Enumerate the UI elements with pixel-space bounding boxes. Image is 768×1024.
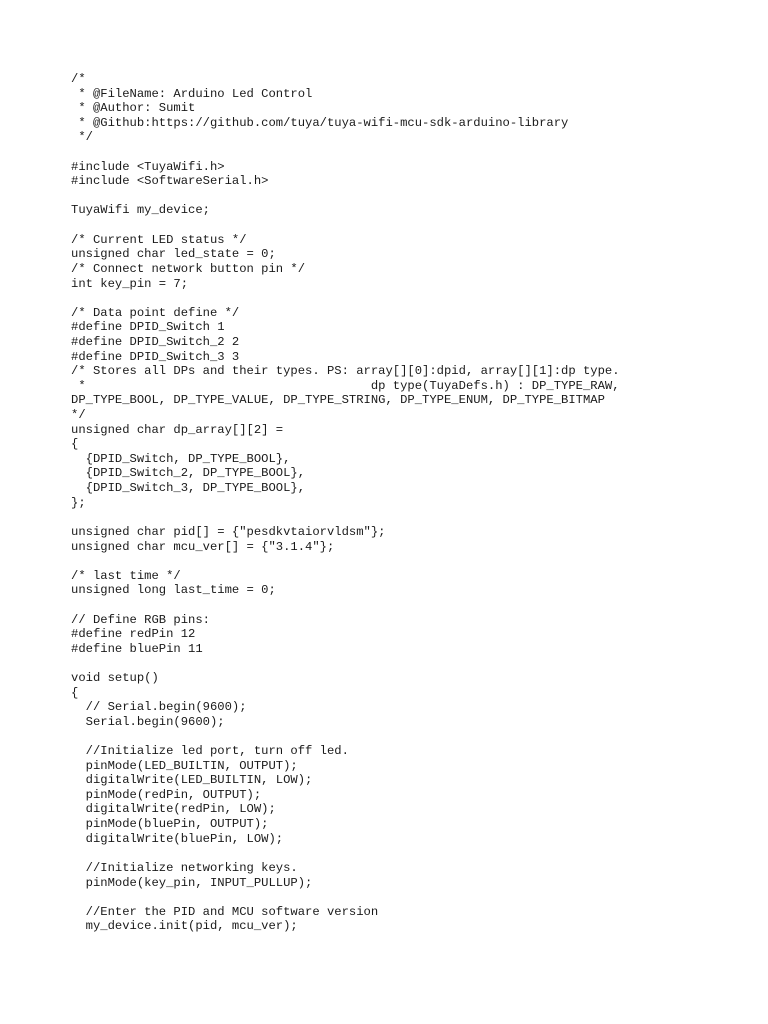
code-line: DP_TYPE_BOOL, DP_TYPE_VALUE, DP_TYPE_STRING, DP_TYPE_ENUM, DP_TYPE_BITMAP [71, 393, 605, 408]
code-line: #define bluePin 11 [71, 641, 203, 656]
code-line: TuyaWifi my_device; [71, 203, 210, 218]
code-line: pinMode(LED_BUILTIN, OUTPUT); [71, 758, 298, 773]
code-line [71, 291, 620, 306]
code-line: { [71, 437, 79, 452]
code-line: unsigned long last_time = 0; [71, 583, 276, 598]
code-line: /* Data point define */ [71, 305, 240, 320]
code-line [71, 145, 620, 160]
code-line: void setup() [71, 670, 159, 685]
code-line: {DPID_Switch, DP_TYPE_BOOL}, [71, 451, 291, 466]
code-line: unsigned char pid[] = {"pesdkvtaiorvldsm"}; [71, 524, 386, 539]
code-line: unsigned char dp_array[][2] = [71, 422, 284, 437]
code-line: */ [71, 130, 93, 145]
code-line [71, 598, 620, 613]
code-line: * @Github:https://github.com/tuya/tuya-wifi-mcu-sdk-arduino-library [71, 115, 569, 130]
code-line: * @FileName: Arduino Led Control [71, 86, 313, 101]
code-line: unsigned char led_state = 0; [71, 247, 276, 262]
code-line: {DPID_Switch_2, DP_TYPE_BOOL}, [71, 466, 306, 481]
code-line: */ [71, 408, 86, 423]
code-line [71, 846, 620, 861]
code-line: //Initialize led port, turn off led. [71, 744, 349, 759]
code-line: // Serial.begin(9600); [71, 700, 247, 715]
code-line: #define DPID_Switch_3 3 [71, 349, 240, 364]
code-line: digitalWrite(LED_BUILTIN, LOW); [71, 773, 313, 788]
code-line: // Define RGB pins: [71, 612, 210, 627]
code-line [71, 554, 620, 569]
code-line: pinMode(key_pin, INPUT_PULLUP); [71, 875, 313, 890]
code-line: /* Connect network button pin */ [71, 261, 306, 276]
code-line: { [71, 685, 79, 700]
code-line: #include <SoftwareSerial.h> [71, 174, 269, 189]
code-line: pinMode(redPin, OUTPUT); [71, 787, 262, 802]
code-line: {DPID_Switch_3, DP_TYPE_BOOL}, [71, 481, 306, 496]
code-line: Serial.begin(9600); [71, 714, 225, 729]
code-line: #include <TuyaWifi.h> [71, 159, 225, 174]
code-line: * dp type(TuyaDefs.h) : DP_TYPE_RAW, [71, 378, 620, 393]
code-line: //Initialize networking keys. [71, 860, 298, 875]
code-line: /* last time */ [71, 568, 181, 583]
code-line [71, 189, 620, 204]
code-line: digitalWrite(redPin, LOW); [71, 802, 276, 817]
code-line: #define redPin 12 [71, 627, 196, 642]
code-line: my_device.init(pid, mcu_ver); [71, 919, 298, 934]
code-line: * @Author: Sumit [71, 101, 196, 116]
code-line: /* Current LED status */ [71, 232, 247, 247]
code-line: }; [71, 495, 86, 510]
code-line: /* Stores all DPs and their types. PS: array[][0]:dpid, array[][1]:dp type. [71, 364, 620, 379]
code-line: unsigned char mcu_ver[] = {"3.1.4"}; [71, 539, 335, 554]
code-line: #define DPID_Switch_2 2 [71, 334, 240, 349]
code-line [71, 890, 620, 905]
code-line: #define DPID_Switch 1 [71, 320, 225, 335]
code-line [71, 656, 620, 671]
code-line: pinMode(bluePin, OUTPUT); [71, 817, 269, 832]
code-line: digitalWrite(bluePin, LOW); [71, 831, 284, 846]
code-line: int key_pin = 7; [71, 276, 189, 291]
code-line [71, 218, 620, 233]
code-line: /* [71, 72, 86, 86]
code-line [71, 510, 620, 525]
source-code-block [71, 72, 620, 934]
code-line [71, 729, 620, 744]
code-line: //Enter the PID and MCU software version [71, 904, 379, 919]
